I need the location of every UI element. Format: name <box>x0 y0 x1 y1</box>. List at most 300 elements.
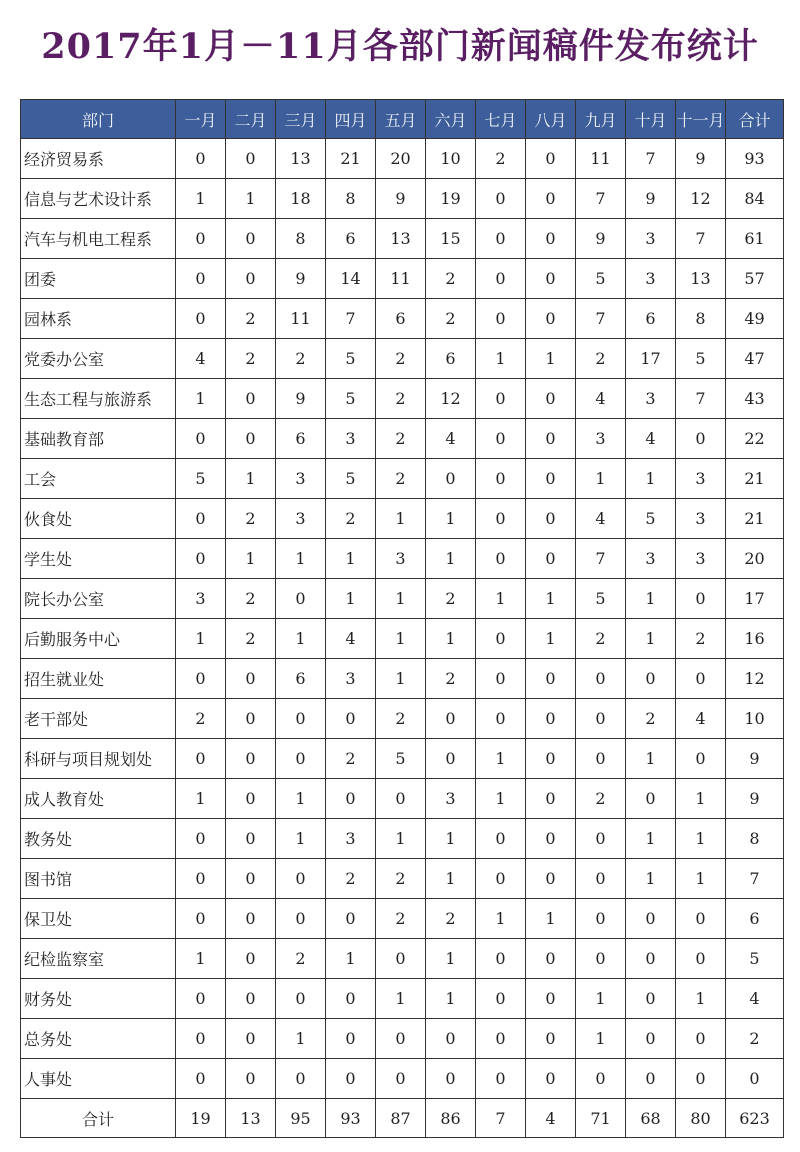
month-count-cell: 0 <box>526 459 576 499</box>
dept-name-cell: 党委办公室 <box>21 339 176 379</box>
month-count-cell: 2 <box>326 859 376 899</box>
month-count-cell: 2 <box>426 579 476 619</box>
row-total-cell: 5 <box>726 939 784 979</box>
month-count-cell: 0 <box>176 139 226 179</box>
month-count-cell: 0 <box>226 979 276 1019</box>
month-count-cell: 0 <box>226 739 276 779</box>
month-count-cell: 1 <box>376 499 426 539</box>
dept-name-cell: 基础教育部 <box>21 419 176 459</box>
month-count-cell: 1 <box>626 739 676 779</box>
month-count-cell: 2 <box>226 299 276 339</box>
month-count-cell: 7 <box>326 299 376 339</box>
row-total-cell: 20 <box>726 539 784 579</box>
month-count-cell: 0 <box>376 779 426 819</box>
month-count-cell: 0 <box>376 1019 426 1059</box>
month-count-cell: 3 <box>326 819 376 859</box>
month-count-cell: 12 <box>426 379 476 419</box>
month-count-cell: 0 <box>226 939 276 979</box>
month-count-cell: 12 <box>676 179 726 219</box>
month-count-cell: 0 <box>226 819 276 859</box>
month-count-cell: 9 <box>676 139 726 179</box>
month-count-cell: 1 <box>526 899 576 939</box>
month-count-cell: 1 <box>276 539 326 579</box>
totals-cell: 93 <box>326 1099 376 1138</box>
row-total-cell: 2 <box>726 1019 784 1059</box>
month-count-cell: 4 <box>176 339 226 379</box>
month-count-cell: 2 <box>226 339 276 379</box>
month-count-cell: 7 <box>576 179 626 219</box>
table-row <box>21 339 784 379</box>
month-count-cell: 0 <box>176 499 226 539</box>
table-row <box>21 459 784 499</box>
month-count-cell: 0 <box>426 1059 476 1099</box>
row-total-cell: 9 <box>726 739 784 779</box>
table-row <box>21 939 784 979</box>
month-count-cell: 0 <box>676 1019 726 1059</box>
row-total-cell: 7 <box>726 859 784 899</box>
month-count-cell: 0 <box>176 1019 226 1059</box>
month-count-cell: 3 <box>676 499 726 539</box>
month-count-cell: 0 <box>526 179 576 219</box>
month-count-cell: 1 <box>676 859 726 899</box>
month-count-cell: 6 <box>326 219 376 259</box>
month-count-cell: 0 <box>526 939 576 979</box>
row-total-cell: 84 <box>726 179 784 219</box>
dept-name-cell: 经济贸易系 <box>21 139 176 179</box>
month-count-cell: 5 <box>176 459 226 499</box>
month-count-cell: 2 <box>426 659 476 699</box>
month-count-cell: 3 <box>626 259 676 299</box>
month-count-cell: 0 <box>476 259 526 299</box>
month-count-cell: 0 <box>676 899 726 939</box>
month-count-cell: 6 <box>626 299 676 339</box>
month-count-cell: 20 <box>376 139 426 179</box>
month-count-cell: 1 <box>326 939 376 979</box>
month-count-cell: 1 <box>326 539 376 579</box>
month-count-cell: 0 <box>526 139 576 179</box>
totals-row <box>21 1099 784 1138</box>
month-count-cell: 0 <box>176 1059 226 1099</box>
month-count-cell: 0 <box>476 699 526 739</box>
month-count-cell: 0 <box>676 419 726 459</box>
month-count-cell: 15 <box>426 219 476 259</box>
month-count-cell: 1 <box>626 819 676 859</box>
month-count-cell: 2 <box>576 779 626 819</box>
month-count-cell: 1 <box>176 939 226 979</box>
month-count-cell: 2 <box>326 739 376 779</box>
table-row <box>21 1059 784 1099</box>
dept-name-cell: 成人教育处 <box>21 779 176 819</box>
month-count-cell: 9 <box>576 219 626 259</box>
dept-name-cell: 团委 <box>21 259 176 299</box>
month-count-cell: 0 <box>476 659 526 699</box>
dept-name-cell: 财务处 <box>21 979 176 1019</box>
row-total-cell: 47 <box>726 339 784 379</box>
month-count-cell: 5 <box>676 339 726 379</box>
month-count-cell: 0 <box>676 659 726 699</box>
month-count-cell: 1 <box>276 819 326 859</box>
row-total-cell: 21 <box>726 499 784 539</box>
month-count-cell: 4 <box>426 419 476 459</box>
month-count-cell: 0 <box>376 1059 426 1099</box>
header-row <box>21 100 784 139</box>
month-count-cell: 6 <box>376 299 426 339</box>
month-count-cell: 8 <box>326 179 376 219</box>
month-count-cell: 3 <box>276 459 326 499</box>
month-count-cell: 2 <box>576 339 626 379</box>
dept-name-cell: 学生处 <box>21 539 176 579</box>
month-count-cell: 0 <box>176 979 226 1019</box>
month-count-cell: 1 <box>626 579 676 619</box>
month-count-cell: 0 <box>176 739 226 779</box>
month-count-cell: 0 <box>626 659 676 699</box>
month-count-cell: 0 <box>476 179 526 219</box>
month-count-cell: 0 <box>476 979 526 1019</box>
month-count-cell: 1 <box>476 899 526 939</box>
month-count-cell: 1 <box>276 779 326 819</box>
month-count-cell: 2 <box>426 299 476 339</box>
month-count-cell: 1 <box>476 339 526 379</box>
month-count-cell: 0 <box>526 1019 576 1059</box>
table-row <box>21 379 784 419</box>
dept-name-cell: 纪检监察室 <box>21 939 176 979</box>
month-count-cell: 4 <box>576 499 626 539</box>
month-count-cell: 0 <box>626 979 676 1019</box>
month-count-cell: 0 <box>226 659 276 699</box>
month-count-cell: 1 <box>476 579 526 619</box>
dept-name-cell: 教务处 <box>21 819 176 859</box>
month-count-cell: 0 <box>276 979 326 1019</box>
month-count-cell: 2 <box>676 619 726 659</box>
month-count-cell: 10 <box>426 139 476 179</box>
month-count-cell: 0 <box>226 1059 276 1099</box>
month-count-cell: 11 <box>376 259 426 299</box>
month-count-cell: 1 <box>226 459 276 499</box>
month-count-cell: 0 <box>476 1059 526 1099</box>
table-row <box>21 219 784 259</box>
month-count-cell: 1 <box>626 859 676 899</box>
month-count-cell: 6 <box>276 659 326 699</box>
month-count-cell: 7 <box>676 219 726 259</box>
month-count-cell: 0 <box>476 1019 526 1059</box>
month-count-cell: 1 <box>376 659 426 699</box>
month-count-cell: 0 <box>326 699 376 739</box>
month-count-cell: 0 <box>476 859 526 899</box>
month-count-cell: 0 <box>526 419 576 459</box>
month-count-cell: 2 <box>376 899 426 939</box>
month-count-cell: 5 <box>576 579 626 619</box>
header-cell: 九月 <box>576 100 626 139</box>
month-count-cell: 0 <box>476 299 526 339</box>
month-count-cell: 9 <box>276 379 326 419</box>
table-row <box>21 179 784 219</box>
month-count-cell: 1 <box>176 779 226 819</box>
month-count-cell: 0 <box>526 539 576 579</box>
row-total-cell: 6 <box>726 899 784 939</box>
month-count-cell: 1 <box>576 979 626 1019</box>
table-row <box>21 659 784 699</box>
month-count-cell: 1 <box>476 779 526 819</box>
month-count-cell: 3 <box>426 779 476 819</box>
header-cell: 四月 <box>326 100 376 139</box>
month-count-cell: 2 <box>376 699 426 739</box>
table-row <box>21 299 784 339</box>
table-row <box>21 699 784 739</box>
month-count-cell: 0 <box>426 1019 476 1059</box>
row-total-cell: 4 <box>726 979 784 1019</box>
totals-label: 合计 <box>21 1099 176 1138</box>
month-count-cell: 0 <box>226 139 276 179</box>
month-count-cell: 0 <box>676 939 726 979</box>
month-count-cell: 0 <box>476 379 526 419</box>
month-count-cell: 0 <box>526 659 576 699</box>
month-count-cell: 3 <box>676 539 726 579</box>
month-count-cell: 0 <box>676 579 726 619</box>
table-row <box>21 859 784 899</box>
month-count-cell: 7 <box>676 379 726 419</box>
month-count-cell: 0 <box>226 379 276 419</box>
month-count-cell: 0 <box>576 739 626 779</box>
month-count-cell: 0 <box>276 739 326 779</box>
month-count-cell: 1 <box>276 1019 326 1059</box>
month-count-cell: 0 <box>176 819 226 859</box>
month-count-cell: 13 <box>276 139 326 179</box>
month-count-cell: 3 <box>326 419 376 459</box>
row-total-cell: 8 <box>726 819 784 859</box>
month-count-cell: 0 <box>476 539 526 579</box>
month-count-cell: 14 <box>326 259 376 299</box>
month-count-cell: 1 <box>376 579 426 619</box>
month-count-cell: 1 <box>526 579 576 619</box>
month-count-cell: 0 <box>526 819 576 859</box>
month-count-cell: 1 <box>376 819 426 859</box>
month-count-cell: 0 <box>176 299 226 339</box>
month-count-cell: 21 <box>326 139 376 179</box>
totals-cell: 19 <box>176 1099 226 1138</box>
month-count-cell: 0 <box>676 1059 726 1099</box>
month-count-cell: 5 <box>376 739 426 779</box>
month-count-cell: 0 <box>526 699 576 739</box>
month-count-cell: 0 <box>226 779 276 819</box>
dept-name-cell: 后勤服务中心 <box>21 619 176 659</box>
month-count-cell: 1 <box>676 779 726 819</box>
table-row <box>21 1019 784 1059</box>
month-count-cell: 0 <box>326 1019 376 1059</box>
header-cell: 八月 <box>526 100 576 139</box>
month-count-cell: 1 <box>426 979 476 1019</box>
header-cell: 十一月 <box>676 100 726 139</box>
month-count-cell: 2 <box>276 939 326 979</box>
totals-cell: 4 <box>526 1099 576 1138</box>
month-count-cell: 2 <box>176 699 226 739</box>
table-body <box>21 139 784 1099</box>
totals-cell: 95 <box>276 1099 326 1138</box>
month-count-cell: 0 <box>526 739 576 779</box>
month-count-cell: 0 <box>276 579 326 619</box>
row-total-cell: 22 <box>726 419 784 459</box>
dept-name-cell: 园林系 <box>21 299 176 339</box>
month-count-cell: 0 <box>326 779 376 819</box>
month-count-cell: 2 <box>376 339 426 379</box>
month-count-cell: 0 <box>576 859 626 899</box>
month-count-cell: 0 <box>326 1059 376 1099</box>
table-footer <box>21 1099 784 1138</box>
table-row <box>21 979 784 1019</box>
month-count-cell: 0 <box>176 859 226 899</box>
month-count-cell: 1 <box>326 579 376 619</box>
page-title: 2017年1月－11月各部门新闻稿件发布统计 <box>41 26 759 67</box>
header-cell: 十月 <box>626 100 676 139</box>
month-count-cell: 0 <box>226 259 276 299</box>
month-count-cell: 1 <box>276 619 326 659</box>
month-count-cell: 0 <box>276 1059 326 1099</box>
dept-name-cell: 汽车与机电工程系 <box>21 219 176 259</box>
table-row <box>21 539 784 579</box>
row-total-cell: 17 <box>726 579 784 619</box>
month-count-cell: 0 <box>526 219 576 259</box>
month-count-cell: 1 <box>526 339 576 379</box>
dept-name-cell: 科研与项目规划处 <box>21 739 176 779</box>
month-count-cell: 17 <box>626 339 676 379</box>
month-count-cell: 0 <box>626 939 676 979</box>
header-cell: 二月 <box>226 100 276 139</box>
month-count-cell: 1 <box>626 619 676 659</box>
month-count-cell: 1 <box>476 739 526 779</box>
month-count-cell: 1 <box>426 539 476 579</box>
month-count-cell: 1 <box>576 459 626 499</box>
month-count-cell: 4 <box>326 619 376 659</box>
row-total-cell: 43 <box>726 379 784 419</box>
month-count-cell: 2 <box>376 419 426 459</box>
month-count-cell: 1 <box>376 619 426 659</box>
month-count-cell: 1 <box>426 819 476 859</box>
row-total-cell: 61 <box>726 219 784 259</box>
month-count-cell: 6 <box>426 339 476 379</box>
month-count-cell: 0 <box>526 499 576 539</box>
stats-table <box>20 99 784 1138</box>
totals-cell: 68 <box>626 1099 676 1138</box>
month-count-cell: 4 <box>576 379 626 419</box>
totals-cell: 71 <box>576 1099 626 1138</box>
month-count-cell: 9 <box>276 259 326 299</box>
totals-cell: 623 <box>726 1099 784 1138</box>
month-count-cell: 6 <box>276 419 326 459</box>
month-count-cell: 0 <box>626 899 676 939</box>
month-count-cell: 0 <box>426 699 476 739</box>
header-cell: 六月 <box>426 100 476 139</box>
row-total-cell: 57 <box>726 259 784 299</box>
month-count-cell: 1 <box>576 1019 626 1059</box>
dept-name-cell: 信息与艺术设计系 <box>21 179 176 219</box>
month-count-cell: 2 <box>276 339 326 379</box>
month-count-cell: 5 <box>326 379 376 419</box>
month-count-cell: 0 <box>326 899 376 939</box>
dept-name-cell: 院长办公室 <box>21 579 176 619</box>
row-total-cell: 49 <box>726 299 784 339</box>
totals-cell: 7 <box>476 1099 526 1138</box>
month-count-cell: 3 <box>626 539 676 579</box>
table-row <box>21 419 784 459</box>
month-count-cell: 3 <box>376 539 426 579</box>
row-total-cell: 0 <box>726 1059 784 1099</box>
month-count-cell: 18 <box>276 179 326 219</box>
month-count-cell: 0 <box>176 259 226 299</box>
month-count-cell: 19 <box>426 179 476 219</box>
month-count-cell: 3 <box>276 499 326 539</box>
month-count-cell: 0 <box>226 859 276 899</box>
month-count-cell: 0 <box>476 219 526 259</box>
month-count-cell: 0 <box>626 1059 676 1099</box>
header-cell: 七月 <box>476 100 526 139</box>
month-count-cell: 2 <box>376 379 426 419</box>
table-row <box>21 579 784 619</box>
table-row <box>21 139 784 179</box>
header-dept: 部门 <box>21 100 176 139</box>
dept-name-cell: 人事处 <box>21 1059 176 1099</box>
month-count-cell: 0 <box>526 779 576 819</box>
dept-name-cell: 总务处 <box>21 1019 176 1059</box>
month-count-cell: 3 <box>576 419 626 459</box>
month-count-cell: 5 <box>626 499 676 539</box>
table-row <box>21 619 784 659</box>
month-count-cell: 1 <box>176 379 226 419</box>
month-count-cell: 13 <box>376 219 426 259</box>
month-count-cell: 1 <box>426 499 476 539</box>
month-count-cell: 7 <box>576 299 626 339</box>
dept-name-cell: 老干部处 <box>21 699 176 739</box>
table-row <box>21 499 784 539</box>
month-count-cell: 2 <box>576 619 626 659</box>
month-count-cell: 3 <box>176 579 226 619</box>
month-count-cell: 0 <box>576 1059 626 1099</box>
table-row <box>21 779 784 819</box>
month-count-cell: 1 <box>426 859 476 899</box>
month-count-cell: 0 <box>526 379 576 419</box>
row-total-cell: 10 <box>726 699 784 739</box>
month-count-cell: 1 <box>676 819 726 859</box>
month-count-cell: 0 <box>176 419 226 459</box>
month-count-cell: 1 <box>676 979 726 1019</box>
totals-cell: 87 <box>376 1099 426 1138</box>
month-count-cell: 0 <box>526 259 576 299</box>
month-count-cell: 3 <box>676 459 726 499</box>
month-count-cell: 0 <box>576 899 626 939</box>
table-row <box>21 259 784 299</box>
month-count-cell: 0 <box>576 819 626 859</box>
month-count-cell: 0 <box>226 699 276 739</box>
month-count-cell: 0 <box>526 979 576 1019</box>
month-count-cell: 0 <box>326 979 376 1019</box>
row-total-cell: 16 <box>726 619 784 659</box>
month-count-cell: 0 <box>176 219 226 259</box>
month-count-cell: 1 <box>376 979 426 1019</box>
month-count-cell: 0 <box>576 939 626 979</box>
month-count-cell: 0 <box>476 939 526 979</box>
month-count-cell: 1 <box>526 619 576 659</box>
table-row <box>21 819 784 859</box>
month-count-cell: 8 <box>676 299 726 339</box>
month-count-cell: 0 <box>476 499 526 539</box>
month-count-cell: 0 <box>226 219 276 259</box>
month-count-cell: 7 <box>576 539 626 579</box>
table-header <box>21 100 784 139</box>
header-cell: 五月 <box>376 100 426 139</box>
month-count-cell: 0 <box>476 619 526 659</box>
month-count-cell: 5 <box>576 259 626 299</box>
row-total-cell: 93 <box>726 139 784 179</box>
month-count-cell: 2 <box>376 859 426 899</box>
month-count-cell: 7 <box>626 139 676 179</box>
